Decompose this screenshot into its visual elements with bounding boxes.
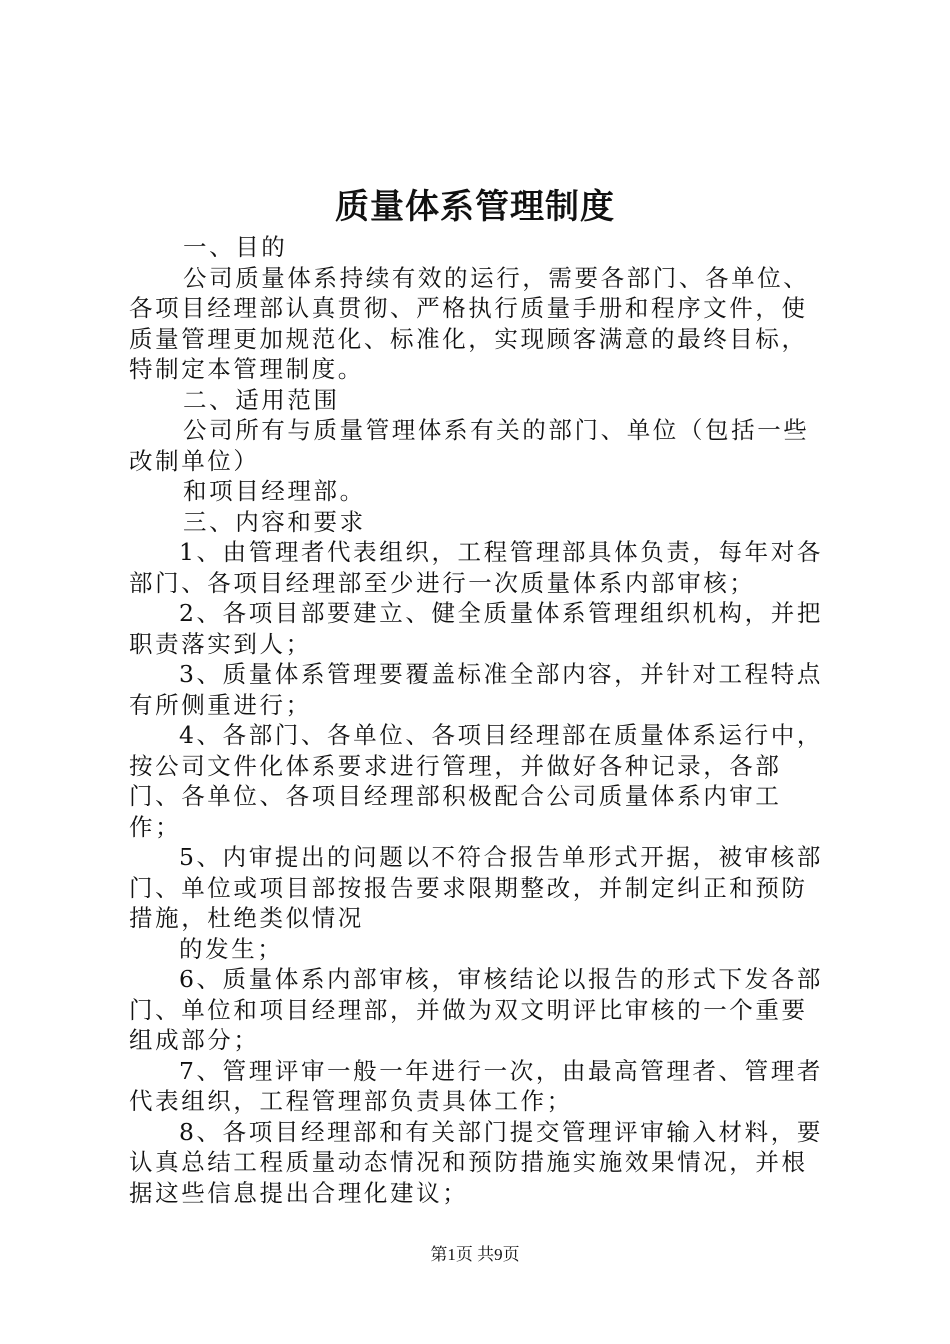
requirement-item-3: 3、质量体系管理要覆盖标准全部内容，并针对工程特点有所侧重进行；	[129, 660, 823, 719]
document-body	[129, 232, 829, 1208]
section-heading-purpose: 一、目的	[183, 233, 288, 261]
section-heading-requirements: 三、内容和要求	[183, 507, 366, 536]
requirement-item-4: 4、各部门、各单位、各项目经理部在质量体系运行中，按公司文件化体系要求进行管理，并做好各种记录，各部门、各单位、各项目经理部积极配合公司质量体系内审工作；	[129, 721, 823, 841]
paragraph-scope-continued: 和项目经理部。	[183, 477, 366, 505]
requirement-item-6: 6、质量体系内部审核，审核结论以报告的形式下发各部门、单位和项目经理部，并做为双文明评比审核的一个重要组成部分；	[129, 965, 823, 1054]
requirement-item-5: 5、内审提出的问题以不符合报告单形式开据，被审核部门、单位或项目部按报告要求限期整改，并制定纠正和预防措施，杜绝类似情况	[129, 843, 823, 932]
requirement-item-7: 7、管理评审一般一年进行一次，由最高管理者、管理者代表组织，工程管理部负责具体工作；	[129, 1056, 823, 1115]
page-number-footer: 第1页 共9页	[430, 1245, 520, 1264]
requirement-item-2: 2、各项目部要建立、健全质量体系管理组织机构，并把职责落实到人；	[129, 599, 823, 658]
requirement-item-1: 1、由管理者代表组织，工程管理部具体负责，每年对各部门、各项目经理部至少进行一次质量体系内部审核；	[129, 538, 823, 597]
requirement-item-5-continued: 的发生；	[179, 934, 284, 963]
requirement-item-8: 8、各项目经理部和有关部门提交管理评审输入材料，要认真总结工程质量动态情况和预防措施实施效果情况，并根据这些信息提出合理化建议；	[129, 1117, 823, 1207]
section-heading-scope: 二、适用范围	[183, 385, 340, 414]
paragraph-purpose: 公司质量体系持续有效的运行，需要各部门、各单位、各项目经理部认真贯彻、严格执行质量手册和程序文件，使质量管理更加规范化、标准化，实现顾客满意的最终目标，特制定本管理制度。	[129, 263, 810, 383]
document-title: 质量体系管理制度	[335, 187, 615, 227]
paragraph-scope: 公司所有与质量管理体系有关的部门、单位（包括一些改制单位）	[129, 416, 810, 475]
